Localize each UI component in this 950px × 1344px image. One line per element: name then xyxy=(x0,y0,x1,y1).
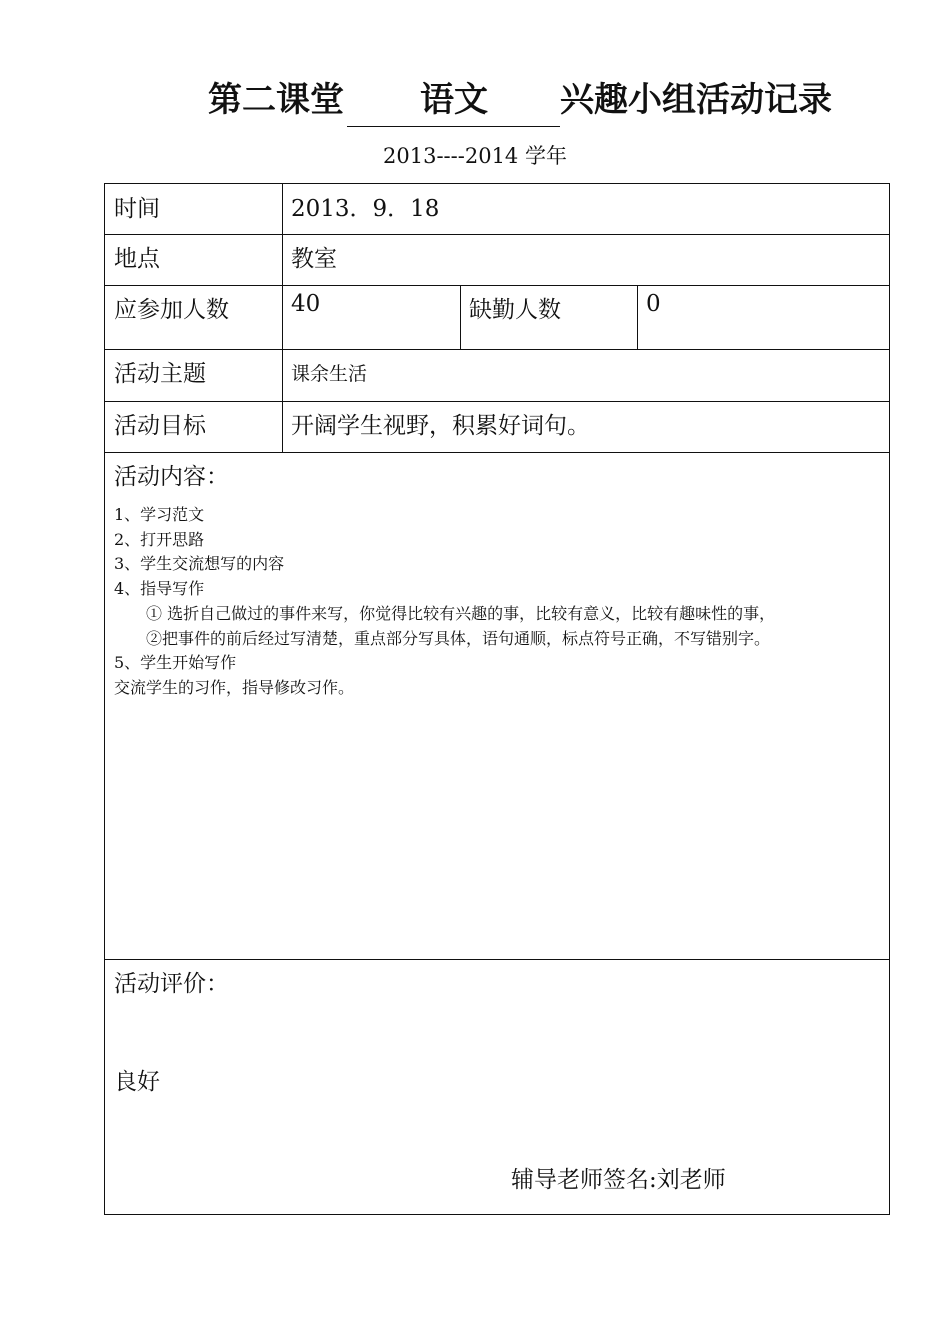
subject-underline xyxy=(347,126,560,127)
time-value: 2013．9．18 xyxy=(291,196,440,222)
row-divider xyxy=(104,349,890,350)
page-title xyxy=(0,72,950,122)
row-divider xyxy=(104,234,890,235)
theme-label: 活动主题 xyxy=(114,361,206,387)
expected-count-value: 40 xyxy=(291,291,321,317)
content-line: 5、学生开始写作 xyxy=(114,653,237,673)
content-line: 3、学生交流想写的内容 xyxy=(114,554,285,574)
column-divider xyxy=(460,285,461,349)
content-line: ②把事件的前后经过写清楚，重点部分写具体，语句通顺，标点符号正确，不写错别字。 xyxy=(146,628,771,648)
goal-label: 活动目标 xyxy=(114,413,206,439)
row-divider xyxy=(104,452,890,453)
time-label: 时间 xyxy=(114,196,160,222)
title-part1: 第二课堂 xyxy=(208,80,344,120)
absent-count-value: 0 xyxy=(646,291,661,317)
content-line: 交流学生的习作，指导修改习作。 xyxy=(114,677,355,697)
expected-count-label: 应参加人数 xyxy=(114,297,229,323)
activity-content xyxy=(114,503,775,701)
row-divider xyxy=(104,959,890,960)
title-part2: 兴趣小组活动记录 xyxy=(560,80,832,120)
school-year: 2013----2014 学年 xyxy=(383,144,567,168)
absent-count-label: 缺勤人数 xyxy=(469,297,561,323)
place-label: 地点 xyxy=(114,246,160,272)
row-divider xyxy=(104,401,890,402)
evaluation-value: 良好 xyxy=(114,1069,160,1095)
theme-value: 课余生活 xyxy=(291,363,368,385)
content-line: 1、学习范文 xyxy=(114,505,205,524)
teacher-signature: 辅导老师签名:刘老师 xyxy=(511,1167,726,1193)
content-label: 活动内容： xyxy=(114,464,229,490)
title-subject: 语文 xyxy=(420,80,488,120)
label-column-divider xyxy=(282,183,283,452)
content-line: 2、打开思路 xyxy=(114,529,205,549)
goal-value: 开阔学生视野，积累好词句。 xyxy=(291,413,590,439)
evaluation-label: 活动评价： xyxy=(114,971,229,997)
content-line: 4、指导写作 xyxy=(114,579,205,599)
row-divider xyxy=(104,285,890,286)
content-line: ① 选折自己做过的事件来写，你觉得比较有兴趣的事，比较有意义，比较有趣味性的事， xyxy=(146,603,776,623)
column-divider xyxy=(637,285,638,349)
place-value: 教室 xyxy=(291,246,337,272)
